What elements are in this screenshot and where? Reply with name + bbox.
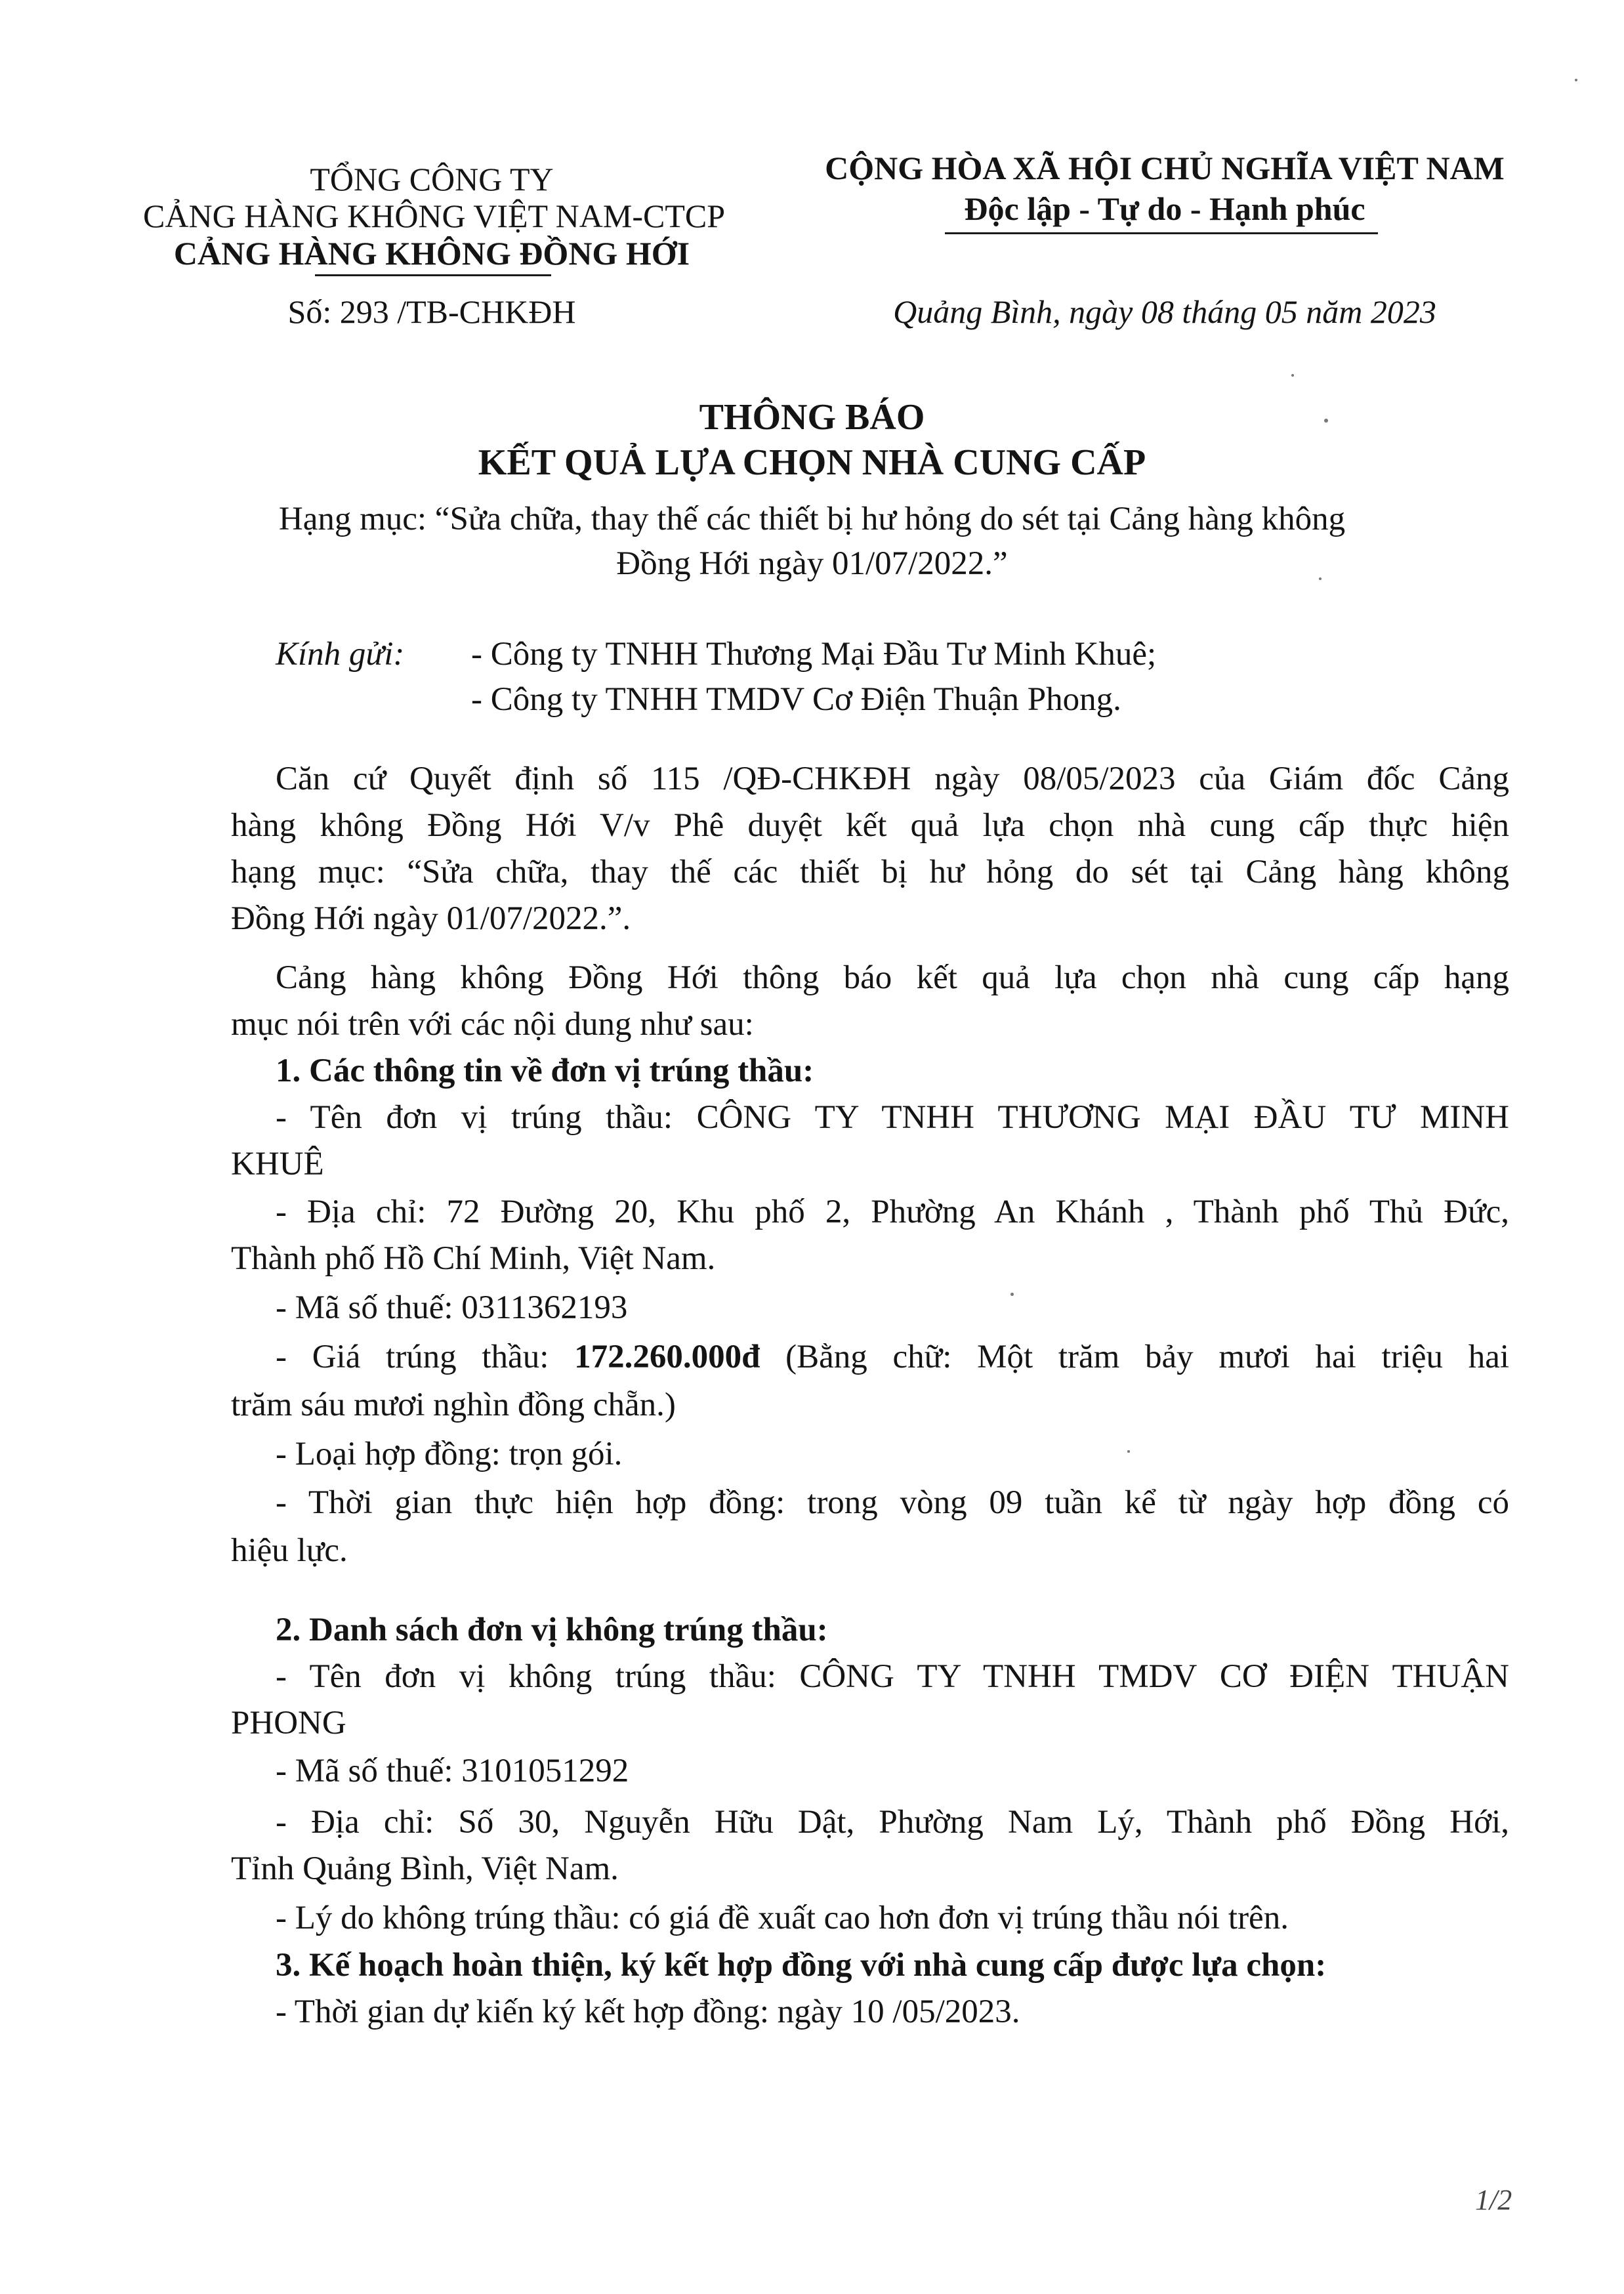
winner-tax-code: - Mã số thuế: 0311362193 — [276, 1289, 628, 1326]
motto-underline — [945, 232, 1378, 234]
issue-date: Quảng Bình, ngày 08 tháng 05 năm 2023 — [893, 293, 1436, 330]
page-number: 1/2 — [1475, 2184, 1512, 2216]
loser-address: - Địa chỉ: Số 30, Nguyễn Hữu Dật, Phường Nam Lý, Thành phố Đồng Hới, — [276, 1804, 1509, 1841]
scan-speck — [1324, 419, 1328, 423]
recipient-2: - Công ty TNHH TMDV Cơ Điện Thuận Phong. — [471, 681, 1121, 718]
recipients-label: Kính gửi: — [276, 636, 405, 673]
org-underline — [315, 274, 551, 276]
loser-name-cont: PHONG — [231, 1705, 346, 1741]
national-motto: Độc lập - Tự do - Hạnh phúc — [964, 190, 1365, 227]
sign-date: - Thời gian dự kiến ký kết hợp đồng: ngày 10 /05/2023. — [276, 1993, 1020, 2030]
scan-speck — [1319, 577, 1322, 580]
intro-line-2: mục nói trên với các nội dung như sau: — [231, 1006, 754, 1043]
intro-line-1: Cảng hàng không Đồng Hới thông báo kết quả lựa chọn nhà cung cấp hạng — [276, 959, 1509, 996]
winner-name: - Tên đơn vị trúng thầu: CÔNG TY TNHH THƯƠNG MẠI ĐẦU TƯ MINH — [276, 1099, 1509, 1136]
org-parent: TỔNG CÔNG TY — [310, 161, 554, 198]
basis-line-4: Đồng Hới ngày 01/07/2022.”. — [231, 900, 631, 937]
loser-name: - Tên đơn vị không trúng thầu: CÔNG TY TNHH TMDV CƠ ĐIỆN THUẬN — [276, 1658, 1509, 1695]
price-value: 172.260.000đ — [574, 1339, 760, 1375]
contract-duration-cont: hiệu lực. — [231, 1532, 348, 1569]
price-in-words: (Bằng chữ: Một trăm bảy mươi hai triệu hai — [760, 1339, 1510, 1375]
winner-address: - Địa chỉ: 72 Đường 20, Khu phố 2, Phường An Khánh , Thành phố Thủ Đức, — [276, 1194, 1509, 1230]
winner-address-cont: Thành phố Hồ Chí Minh, Việt Nam. — [231, 1240, 716, 1277]
national-title: CỘNG HÒA XÃ HỘI CHỦ NGHĨA VIỆT NAM — [825, 150, 1505, 186]
org-name: CẢNG HÀNG KHÔNG ĐỒNG HỚI — [173, 235, 690, 272]
winner-price — [276, 1334, 1509, 1381]
doc-title: THÔNG BÁO — [699, 397, 925, 438]
item-description: Hạng mục: “Sửa chữa, thay thế các thiết bị hư hỏng do sét tại Cảng hàng không — [278, 501, 1346, 537]
loser-tax-code: - Mã số thuế: 3101051292 — [276, 1753, 629, 1789]
price-in-words-cont: trăm sáu mươi nghìn đồng chẵn.) — [231, 1387, 676, 1423]
loser-address-cont: Tỉnh Quảng Bình, Việt Nam. — [231, 1850, 619, 1887]
doc-subtitle: KẾT QUẢ LỰA CHỌN NHÀ CUNG CẤP — [478, 442, 1146, 483]
scan-speck — [1010, 1293, 1014, 1296]
doc-number: Số: 293 /TB-CHKĐH — [287, 293, 576, 330]
recipient-1: - Công ty TNHH Thương Mại Đầu Tư Minh Khuê; — [471, 636, 1157, 673]
scan-speck — [1127, 1450, 1130, 1453]
section-2-heading: 2. Danh sách đơn vị không trúng thầu: — [276, 1612, 828, 1648]
org-corporation: CẢNG HÀNG KHÔNG VIỆT NAM-CTCP — [143, 198, 726, 234]
contract-type: - Loại hợp đồng: trọn gói. — [276, 1436, 623, 1472]
scan-speck — [1291, 374, 1294, 377]
basis-line-1: Căn cứ Quyết định số 115 /QĐ-CHKĐH ngày 08/05/2023 của Giám đốc Cảng — [276, 761, 1509, 797]
basis-line-2: hàng không Đồng Hới V/v Phê duyệt kết quả lựa chọn nhà cung cấp thực hiện — [231, 807, 1509, 844]
basis-line-3: hạng mục: “Sửa chữa, thay thế các thiết bị hư hỏng do sét tại Cảng hàng không — [231, 854, 1509, 890]
loser-reason: - Lý do không trúng thầu: có giá đề xuất cao hơn đơn vị trúng thầu nói trên. — [276, 1900, 1289, 1936]
item-description-cont: Đồng Hới ngày 01/07/2022.” — [616, 545, 1008, 582]
scan-speck — [1575, 79, 1577, 81]
contract-duration: - Thời gian thực hiện hợp đồng: trong vòng 09 tuần kể từ ngày hợp đồng có — [276, 1484, 1509, 1521]
winner-name-cont: KHUÊ — [231, 1146, 324, 1182]
section-1-heading: 1. Các thông tin về đơn vị trúng thầu: — [276, 1053, 814, 1089]
section-3-heading: 3. Kế hoạch hoàn thiện, ký kết hợp đồng với nhà cung cấp được lựa chọn: — [276, 1947, 1327, 1984]
price-label: - Giá trúng thầu: — [276, 1339, 575, 1375]
